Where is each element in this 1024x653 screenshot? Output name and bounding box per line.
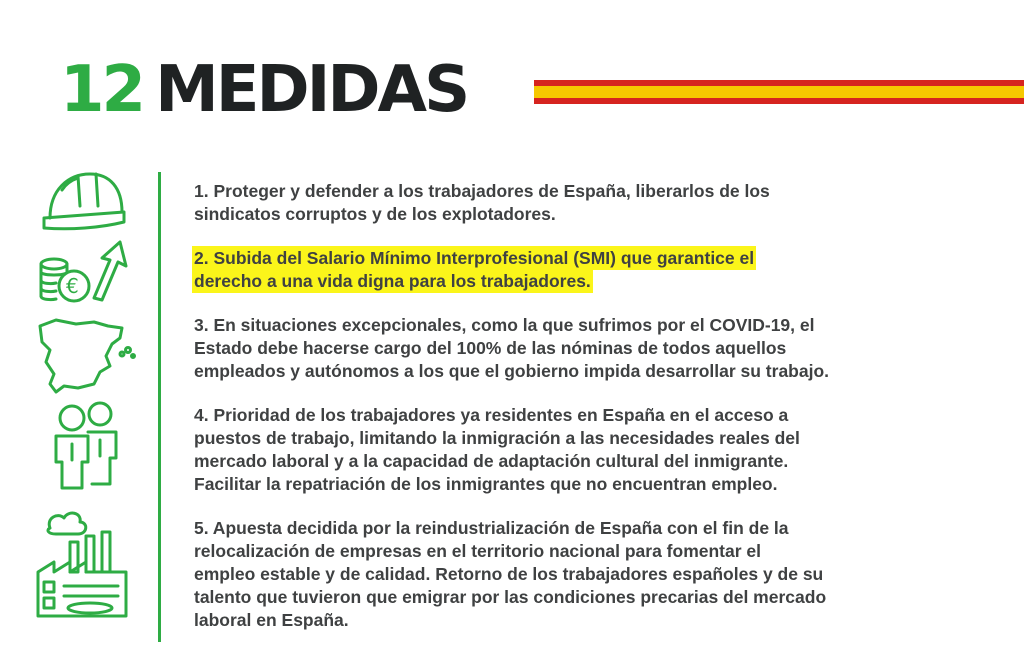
measures-list [194,180,994,653]
measure-2 [194,247,994,293]
measure-1 [194,180,994,226]
measure-1-line: sindicatos corruptos y de los explotadores. [194,204,556,224]
coins-euro-growth-icon [38,238,134,310]
measure-5 [194,517,994,632]
workers-icon [46,400,130,492]
measure-5-line: laboral en España. [194,610,349,630]
measure-3-line: 3. En situaciones excepcionales, como la que sufrimos por el COVID-19, el [194,315,815,335]
measure-1-line: 1. Proteger y defender a los trabajadores de España, liberarlos de los [194,181,770,201]
measure-3-line: empleados y autónomos a los que el gobierno impida desarrollar su trabajo. [194,361,830,381]
measure-4-line: puestos de trabajo, limitando la inmigración a las necesidades reales del [194,428,800,448]
spain-flag-stripe [534,80,1024,104]
title-word: MEDIDAS [155,53,468,127]
svg-text:€: € [66,274,79,298]
factory-icon [34,506,130,618]
measure-4-line: 4. Prioridad de los trabajadores ya residentes en España en el acceso a [194,405,789,425]
measure-3-line: Estado debe hacerse cargo del 100% de las nóminas de todos aquellos [194,338,787,358]
page-title [60,53,468,127]
measure-5-line: talento que tuvieron que emigrar por las condiciones precarias del mercado [194,587,827,607]
spain-map-icon [34,314,138,396]
measure-5-line: relocalización de empresas en el territorio nacional para fomentar el [194,541,762,561]
measure-5-line: 5. Apuesta decidida por la reindustrialización de España con el fin de la [194,518,789,538]
measure-4 [194,404,994,496]
icon-column [32,160,144,642]
measure-4-line: Facilitar la repatriación de los inmigrantes que no encuentran empleo. [194,474,778,494]
measure-5-line: empleo estable y de calidad. Retorno de los trabajadores españoles y de su [194,564,824,584]
measure-3 [194,314,994,383]
measure-4-line: mercado laboral y a la capacidad de adaptación cultural del inmigrante. [194,451,789,471]
title-number: 12 [60,53,144,127]
hard-hat-icon [40,166,126,236]
vertical-divider [158,172,161,642]
measure-2-line: 2. Subida del Salario Mínimo Interprofesional (SMI) que garantice el [194,248,755,268]
measure-2-line: derecho a una vida digna para los trabajadores. [194,271,591,291]
